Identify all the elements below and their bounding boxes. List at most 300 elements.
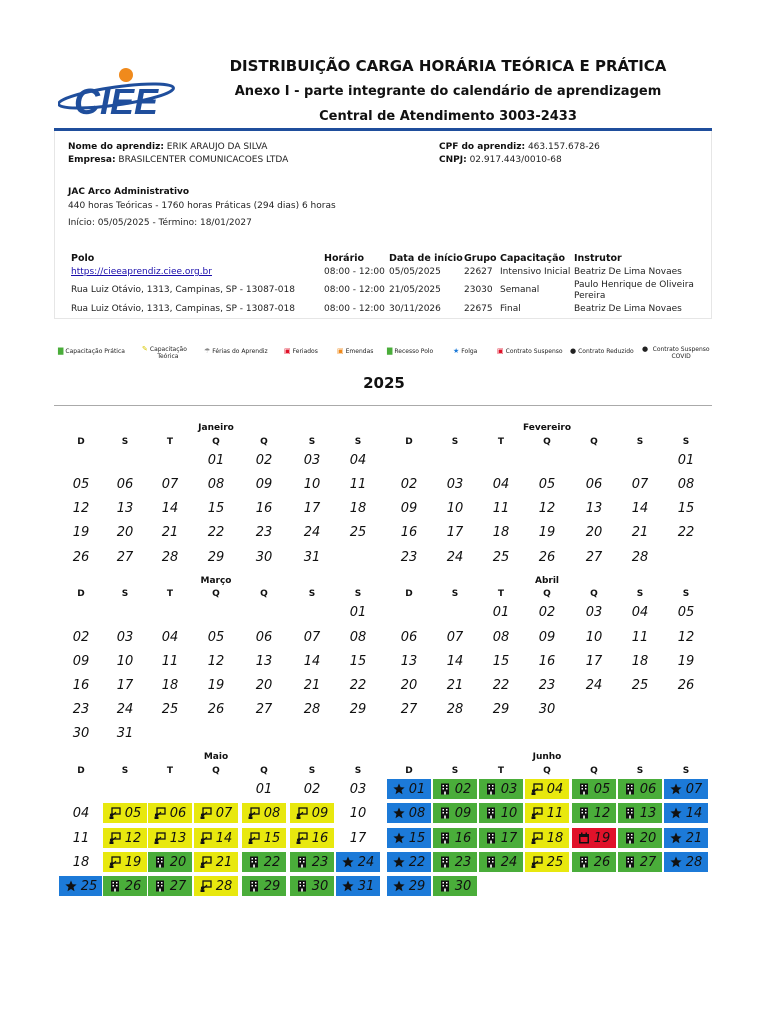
day-number: 13: [169, 830, 187, 846]
weekday-header: S: [354, 589, 362, 599]
day-number: 05: [677, 604, 695, 620]
calendar-day[interactable]: [571, 802, 617, 824]
day-number: 27: [585, 549, 603, 565]
calendar-day[interactable]: [571, 473, 617, 495]
calendar-day[interactable]: [193, 497, 239, 519]
building-icon: ▇: [58, 347, 64, 355]
calendar-day[interactable]: [335, 626, 381, 648]
calendar-day[interactable]: [663, 601, 709, 623]
calendar-day[interactable]: [241, 521, 287, 543]
calendar-day[interactable]: [386, 473, 432, 495]
polo-link[interactable]: https://cieeaprendiz.ciee.org.br: [71, 267, 212, 277]
calendar-day[interactable]: [102, 698, 148, 720]
calendar-day[interactable]: [663, 497, 709, 519]
calendar-day[interactable]: [571, 778, 617, 800]
calendar-day[interactable]: [478, 497, 524, 519]
calendar-day[interactable]: [193, 626, 239, 648]
calendar-day[interactable]: [289, 546, 335, 568]
calendar-day[interactable]: [102, 722, 148, 744]
teacher-icon: [296, 832, 308, 844]
calendar-day[interactable]: [524, 674, 570, 696]
calendar-day[interactable]: [432, 650, 478, 672]
calendar-day[interactable]: [241, 698, 287, 720]
legend-item-feriados: ▣ Feriados: [284, 347, 318, 355]
day-number: 14: [161, 500, 179, 516]
calendar-day[interactable]: [571, 601, 617, 623]
calendar-day[interactable]: [193, 875, 239, 897]
calendar-year: 2025: [363, 374, 405, 392]
calendar-day[interactable]: [335, 601, 381, 623]
day-number: 28: [303, 701, 321, 717]
calendar-day[interactable]: [102, 827, 148, 849]
day-number: 18: [546, 830, 564, 846]
day-number: 20: [639, 830, 657, 846]
calendar-day[interactable]: [147, 650, 193, 672]
calendar-day[interactable]: [571, 827, 617, 849]
day-number: 13: [585, 500, 603, 516]
calendar-day[interactable]: [193, 521, 239, 543]
calendar-day[interactable]: [241, 851, 287, 873]
calendar-day[interactable]: [335, 698, 381, 720]
table-row[interactable]: [71, 267, 212, 277]
day-number: 01: [492, 604, 510, 620]
calendar-day[interactable]: [147, 497, 193, 519]
calendar-day[interactable]: [617, 674, 663, 696]
logo-text: CIEE: [74, 81, 159, 120]
calendar-day[interactable]: [571, 521, 617, 543]
day-number: 26: [124, 878, 142, 894]
calendar-day[interactable]: [335, 851, 381, 873]
weekday-header: T: [497, 437, 505, 447]
day-number: 29: [492, 701, 510, 717]
weekday-header: Q: [590, 766, 598, 776]
calendar-day[interactable]: [478, 827, 524, 849]
day-number: 28: [631, 549, 649, 565]
day-number: 24: [303, 524, 321, 540]
calendar-day[interactable]: [147, 473, 193, 495]
calendar-day[interactable]: [58, 626, 104, 648]
calendar-day[interactable]: [289, 698, 335, 720]
day-number: 07: [161, 476, 179, 492]
building-icon: [439, 880, 451, 892]
calendar-day[interactable]: [335, 473, 381, 495]
calendar-day[interactable]: [289, 626, 335, 648]
calendar-day[interactable]: [478, 601, 524, 623]
calendar-day[interactable]: [432, 875, 478, 897]
calendar-day[interactable]: [663, 473, 709, 495]
day-number: 10: [500, 805, 518, 821]
calendar-day[interactable]: [335, 497, 381, 519]
calendar-day[interactable]: [147, 626, 193, 648]
calendar-day[interactable]: [193, 650, 239, 672]
calendar-day[interactable]: [241, 650, 287, 672]
calendar-day[interactable]: [58, 546, 104, 568]
calendar-day[interactable]: [193, 546, 239, 568]
calendar-day[interactable]: [241, 827, 287, 849]
day-number: 01: [255, 781, 273, 797]
day-number: 18: [492, 524, 510, 540]
legend-item-teorica: ✎ Capacitação Teórica: [142, 345, 187, 360]
calendar-day[interactable]: [617, 473, 663, 495]
calendar-day[interactable]: [335, 827, 381, 849]
calendar-day[interactable]: [147, 546, 193, 568]
day-number: 06: [169, 805, 187, 821]
calendar-day[interactable]: [571, 626, 617, 648]
star-icon: [393, 832, 405, 844]
calendar-day[interactable]: [663, 778, 709, 800]
calendar-day[interactable]: [241, 674, 287, 696]
table-header-instrutor: Instrutor: [574, 253, 622, 264]
calendar-day[interactable]: [617, 626, 663, 648]
calendar-day[interactable]: [617, 521, 663, 543]
day-number: 16: [72, 677, 90, 693]
weekday-header: D: [405, 766, 413, 776]
calendar-day[interactable]: [617, 827, 663, 849]
calendar-day[interactable]: [432, 851, 478, 873]
day-number: 18: [631, 653, 649, 669]
day-number: 01: [349, 604, 367, 620]
legend-item-ferias: ☂ Férias do Aprendiz: [204, 347, 268, 355]
calendar-day[interactable]: [102, 875, 148, 897]
calendar-day[interactable]: [478, 473, 524, 495]
calendar-day[interactable]: [478, 650, 524, 672]
dot-icon: ●: [642, 345, 649, 353]
calendar-day[interactable]: [386, 778, 432, 800]
apprentice-name: ERIK ARAUJO DA SILVA: [166, 142, 268, 152]
calendar-day[interactable]: [58, 827, 104, 849]
weekday-header: S: [636, 589, 644, 599]
day-number: 25: [80, 878, 98, 894]
calendar-day[interactable]: [617, 778, 663, 800]
calendar-day[interactable]: [147, 674, 193, 696]
calendar-day[interactable]: [478, 802, 524, 824]
day-number: 05: [124, 805, 142, 821]
table-header-grupo: Grupo: [464, 253, 497, 264]
day-number: 25: [349, 524, 367, 540]
calendar-day[interactable]: [147, 875, 193, 897]
calendar-day[interactable]: [58, 497, 104, 519]
calendar-day[interactable]: [102, 674, 148, 696]
teacher-icon: [154, 807, 166, 819]
day-number: 02: [454, 781, 472, 797]
day-number: 04: [492, 476, 510, 492]
calendar-day[interactable]: [102, 497, 148, 519]
calendar-day[interactable]: [663, 521, 709, 543]
calendar-day[interactable]: [386, 626, 432, 648]
legend-item-emendas: ▣ Emendas: [337, 347, 374, 355]
day-number: 19: [124, 854, 142, 870]
calendar-day[interactable]: [289, 650, 335, 672]
building-icon: [624, 832, 636, 844]
calendar-day[interactable]: [478, 778, 524, 800]
calendar-day[interactable]: [432, 674, 478, 696]
calendar-day[interactable]: [571, 674, 617, 696]
company-name: BRASILCENTER COMUNICACOES LTDA: [118, 155, 289, 165]
calendar-day[interactable]: [289, 778, 335, 800]
day-number: 03: [116, 629, 134, 645]
calendar-day[interactable]: [524, 601, 570, 623]
day-number: 02: [255, 452, 273, 468]
building-icon: [578, 807, 590, 819]
calendar-day[interactable]: [524, 497, 570, 519]
building-icon: [624, 783, 636, 795]
table-header-polo: Polo: [71, 253, 95, 264]
star-icon: [65, 880, 77, 892]
calendar-day[interactable]: [524, 778, 570, 800]
calendar-day[interactable]: [432, 802, 478, 824]
calendar-day[interactable]: [193, 674, 239, 696]
calendar-day[interactable]: [478, 674, 524, 696]
calendar-day[interactable]: [58, 851, 104, 873]
calendar-day[interactable]: [571, 546, 617, 568]
calendar-day[interactable]: [335, 802, 381, 824]
day-number: 19: [207, 677, 225, 693]
calendar-day[interactable]: [432, 497, 478, 519]
calendar-day[interactable]: [335, 449, 381, 471]
day-number: 22: [408, 854, 426, 870]
calendar-day[interactable]: [289, 521, 335, 543]
building-icon: [485, 832, 497, 844]
calendar-day[interactable]: [386, 827, 432, 849]
calendar-day[interactable]: [102, 802, 148, 824]
calendar-icon: ▣: [337, 347, 344, 355]
calendar-day[interactable]: [241, 449, 287, 471]
program-hours: 440 horas Teóricas - 1760 horas Práticas (294 dias) 6 horas: [68, 201, 336, 211]
calendar-day[interactable]: [147, 802, 193, 824]
calendar-day[interactable]: [386, 650, 432, 672]
apprentice-label: Nome do aprendiz:: [68, 142, 164, 152]
calendar-day[interactable]: [432, 778, 478, 800]
cnpj-line: [439, 155, 562, 165]
calendar-day[interactable]: [58, 698, 104, 720]
day-number: 01: [408, 781, 426, 797]
calendar-day[interactable]: [241, 497, 287, 519]
calendar-day[interactable]: [617, 601, 663, 623]
calendar-day[interactable]: [617, 546, 663, 568]
star-icon: [670, 783, 682, 795]
calendar-day[interactable]: [663, 802, 709, 824]
calendar-day[interactable]: [58, 722, 104, 744]
day-number: 31: [116, 725, 134, 741]
calendar-day[interactable]: [617, 851, 663, 873]
calendar-day[interactable]: [102, 546, 148, 568]
teacher-icon: [109, 807, 121, 819]
day-number: 14: [303, 653, 321, 669]
day-number: 23: [72, 701, 90, 717]
day-number: 20: [255, 677, 273, 693]
calendar-day[interactable]: [524, 698, 570, 720]
calendar-day[interactable]: [386, 802, 432, 824]
calendar-day[interactable]: [386, 875, 432, 897]
building-icon: [154, 880, 166, 892]
calendar-day[interactable]: [102, 650, 148, 672]
table-cell: Semanal: [500, 285, 540, 295]
day-number: 07: [215, 805, 233, 821]
building-icon: ▇: [387, 347, 393, 355]
year-divider: [54, 405, 712, 406]
day-number: 28: [161, 549, 179, 565]
calendar-day[interactable]: [432, 521, 478, 543]
calendar-day[interactable]: [524, 802, 570, 824]
calendar-day[interactable]: [58, 650, 104, 672]
calendar-day[interactable]: [386, 674, 432, 696]
calendar-day[interactable]: [524, 827, 570, 849]
day-number: 19: [538, 524, 556, 540]
calendar-day[interactable]: [663, 449, 709, 471]
day-number: 10: [303, 476, 321, 492]
calendar-day[interactable]: [478, 698, 524, 720]
calendar-day[interactable]: [289, 674, 335, 696]
calendar-day[interactable]: [289, 497, 335, 519]
weekday-header: S: [682, 437, 690, 447]
calendar-day[interactable]: [386, 851, 432, 873]
day-number: 20: [116, 524, 134, 540]
calendar-day[interactable]: [193, 449, 239, 471]
calendar-day[interactable]: [663, 626, 709, 648]
calendar-day[interactable]: [289, 875, 335, 897]
calendar-day[interactable]: [432, 827, 478, 849]
calendar-day[interactable]: [432, 473, 478, 495]
calendar-day[interactable]: [58, 674, 104, 696]
calendar-day[interactable]: [289, 851, 335, 873]
day-number: 05: [593, 781, 611, 797]
calendar-day[interactable]: [663, 827, 709, 849]
calendar-day[interactable]: [241, 473, 287, 495]
day-number: 27: [116, 549, 134, 565]
month-title: Janeiro: [198, 423, 234, 433]
calendar-day[interactable]: [289, 449, 335, 471]
day-number: 11: [631, 629, 649, 645]
calendar-day[interactable]: [147, 827, 193, 849]
day-number: 13: [400, 653, 418, 669]
calendar-day[interactable]: [58, 802, 104, 824]
calendar-day[interactable]: [571, 650, 617, 672]
teacher-icon: [531, 783, 543, 795]
cnpj-label: CNPJ:: [439, 155, 467, 165]
teacher-icon: [296, 807, 308, 819]
calendar-day[interactable]: [102, 626, 148, 648]
calendar-day[interactable]: [524, 473, 570, 495]
day-number: 18: [349, 500, 367, 516]
teacher-icon: [531, 856, 543, 868]
calendar-day[interactable]: [335, 778, 381, 800]
calendar-day[interactable]: [241, 546, 287, 568]
calendar-day[interactable]: [524, 626, 570, 648]
calendar-day[interactable]: [241, 802, 287, 824]
day-number: 09: [311, 805, 329, 821]
calendar-day[interactable]: [663, 674, 709, 696]
calendar-day[interactable]: [386, 497, 432, 519]
calendar-day[interactable]: [386, 698, 432, 720]
star-icon: [670, 807, 682, 819]
calendar-day[interactable]: [571, 497, 617, 519]
calendar-day[interactable]: [663, 851, 709, 873]
calendar-day[interactable]: [663, 650, 709, 672]
calendar-day[interactable]: [193, 802, 239, 824]
weekday-header: Q: [260, 589, 268, 599]
calendar-day[interactable]: [524, 650, 570, 672]
day-number: 20: [400, 677, 418, 693]
calendar-day[interactable]: [193, 851, 239, 873]
calendar-day[interactable]: [102, 851, 148, 873]
calendar-day[interactable]: [386, 521, 432, 543]
day-number: 22: [677, 524, 695, 540]
calendar-icon: [578, 832, 590, 844]
calendar-day[interactable]: [524, 546, 570, 568]
day-number: 21: [303, 677, 321, 693]
calendar-day[interactable]: [147, 698, 193, 720]
day-number: 21: [446, 677, 464, 693]
calendar-day[interactable]: [289, 827, 335, 849]
building-icon: [296, 856, 308, 868]
calendar-day[interactable]: [193, 473, 239, 495]
calendar-day[interactable]: [335, 875, 381, 897]
teacher-icon: [531, 807, 543, 819]
calendar-day[interactable]: [289, 473, 335, 495]
day-number: 26: [593, 854, 611, 870]
day-number: 06: [255, 629, 273, 645]
table-cell: 08:00 - 12:00: [324, 285, 385, 295]
weekday-header: S: [354, 766, 362, 776]
building-icon: [624, 856, 636, 868]
weekday-header: S: [682, 766, 690, 776]
calendar-day[interactable]: [524, 851, 570, 873]
calendar-day[interactable]: [193, 827, 239, 849]
calendar-day[interactable]: [193, 698, 239, 720]
weekday-header: S: [636, 437, 644, 447]
calendar-day[interactable]: [432, 546, 478, 568]
day-number: 18: [72, 854, 90, 870]
calendar-day[interactable]: [478, 851, 524, 873]
day-number: 06: [116, 476, 134, 492]
calendar-day[interactable]: [147, 521, 193, 543]
day-number: 14: [215, 830, 233, 846]
calendar-day[interactable]: [478, 546, 524, 568]
calendar-day[interactable]: [432, 626, 478, 648]
building-icon: [578, 783, 590, 795]
calendar-day[interactable]: [335, 650, 381, 672]
calendar-day[interactable]: [617, 650, 663, 672]
calendar-day[interactable]: [617, 802, 663, 824]
calendar-day[interactable]: [524, 521, 570, 543]
star-icon: [342, 880, 354, 892]
calendar-day[interactable]: [241, 875, 287, 897]
calendar-day[interactable]: [58, 521, 104, 543]
calendar-day[interactable]: [147, 851, 193, 873]
calendar-day[interactable]: [478, 626, 524, 648]
day-number: 10: [116, 653, 134, 669]
calendar-day[interactable]: [58, 473, 104, 495]
day-number: 29: [349, 701, 367, 717]
calendar-day[interactable]: [58, 875, 104, 897]
calendar-day[interactable]: [102, 473, 148, 495]
calendar-day[interactable]: [617, 497, 663, 519]
calendar-day[interactable]: [571, 851, 617, 873]
calendar-day[interactable]: [478, 521, 524, 543]
day-number: 14: [446, 653, 464, 669]
calendar-day[interactable]: [241, 626, 287, 648]
star-icon: [393, 880, 405, 892]
building-icon: [578, 856, 590, 868]
weekday-header: S: [121, 589, 129, 599]
calendar-day[interactable]: [432, 698, 478, 720]
calendar-day[interactable]: [335, 674, 381, 696]
calendar-day[interactable]: [289, 802, 335, 824]
calendar-day[interactable]: [386, 546, 432, 568]
calendar-day[interactable]: [241, 778, 287, 800]
calendar-day[interactable]: [335, 521, 381, 543]
calendar-day[interactable]: [102, 521, 148, 543]
